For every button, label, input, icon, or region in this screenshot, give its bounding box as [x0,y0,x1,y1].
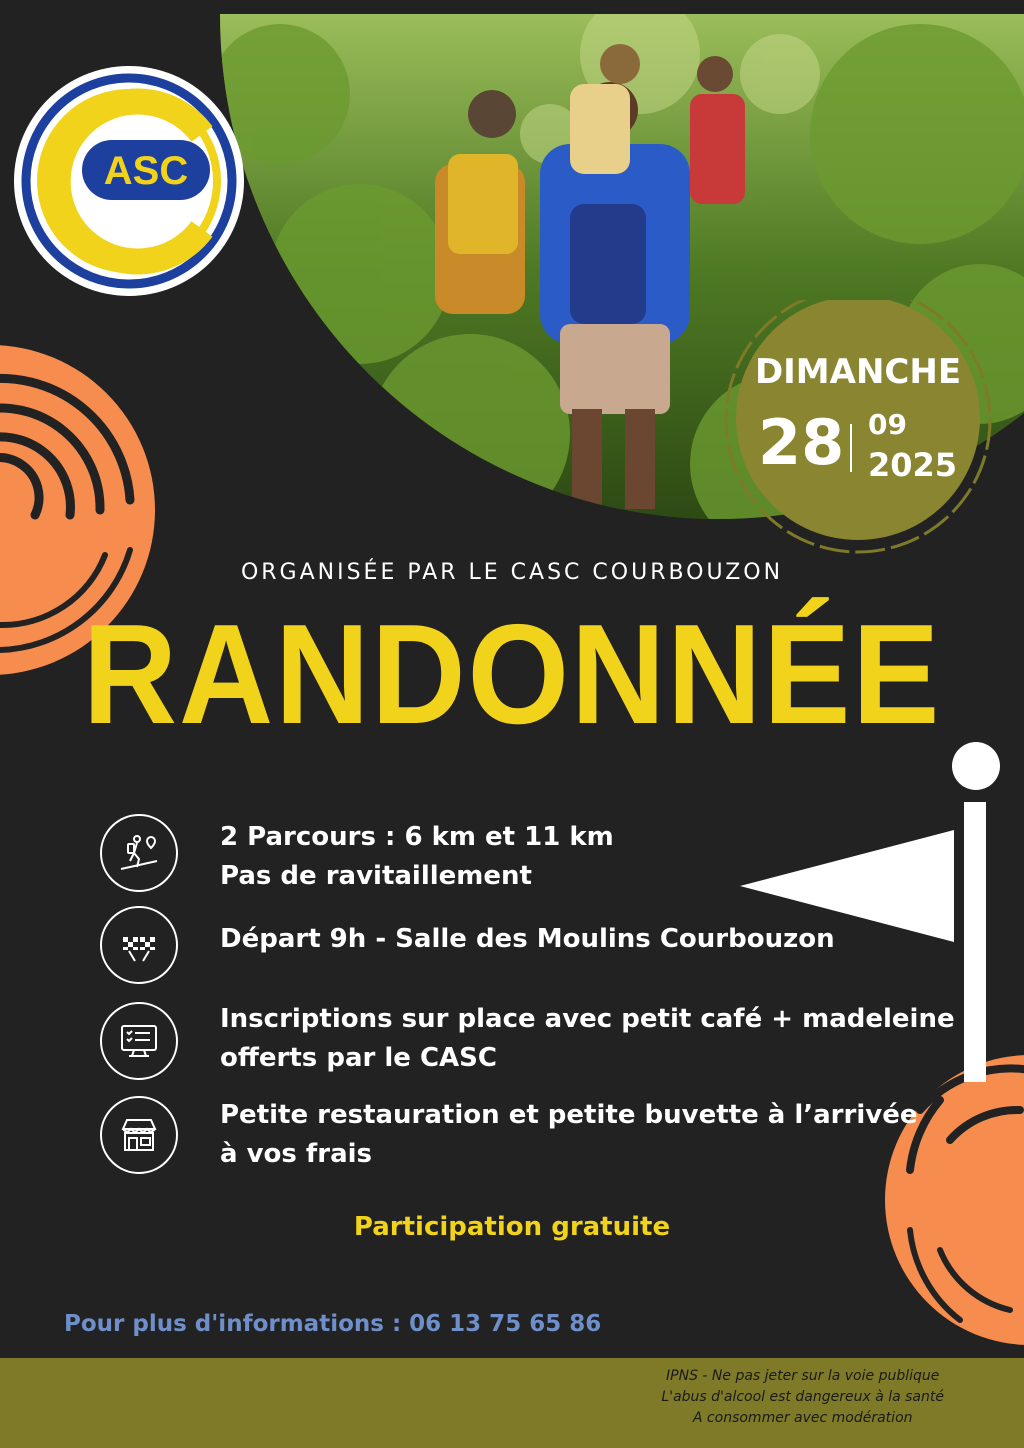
footer-band [0,1358,1024,1448]
hiker-icon [119,833,159,873]
item-line: 2 Parcours : 6 km et 11 km [220,822,614,852]
item-text [220,920,835,959]
badge-day: 28 [758,406,845,479]
date-badge [722,300,994,572]
badge-year: 2025 [868,446,958,484]
casc-logo [12,64,246,298]
computer-checklist-icon [119,1021,159,1061]
organiser-line: ORGANISÉE PAR LE CASC COURBOUZON [240,560,784,585]
checkered-flags-icon [119,925,159,965]
item-line: à vos frais [220,1139,373,1169]
hiker-icon-circle [100,814,178,892]
contact-info: Pour plus d'informations : 06 13 75 65 86 [64,1311,602,1337]
legal-notice [661,1366,944,1429]
item-text [220,1000,955,1078]
event-title: RANDONNÉE [82,595,942,754]
item-text [220,1096,917,1174]
orange-brush-right [880,1050,1024,1350]
badge-separator [850,424,852,472]
item-line: offerts par le CASC [220,1043,497,1073]
item-line: Pas de ravitaillement [220,861,532,891]
shop-icon [119,1115,159,1155]
item-line: Départ 9h - Salle des Moulins Courbouzon [220,924,835,954]
item-text [220,818,614,896]
item-line: Petite restauration et petite buvette à l’arrivée [220,1100,918,1130]
computer-checklist-icon-circle [100,1002,178,1080]
logo-letters: ASC [103,149,189,193]
participation-note: Participation gratuite [353,1212,671,1242]
badge-month: 09 [868,408,907,441]
footer-line-3: A consommer avec modération [692,1410,913,1426]
footer-line-1: IPNS - Ne pas jeter sur la voie publique [666,1368,940,1384]
footer-line-2: L'abus d'alcool est dangereux à la santé [661,1389,944,1405]
item-line: Inscriptions sur place avec petit café + madeleine [220,1004,955,1034]
shop-icon-circle [100,1096,178,1174]
checkered-flags-icon-circle [100,906,178,984]
badge-day-name: DIMANCHE [754,352,962,392]
